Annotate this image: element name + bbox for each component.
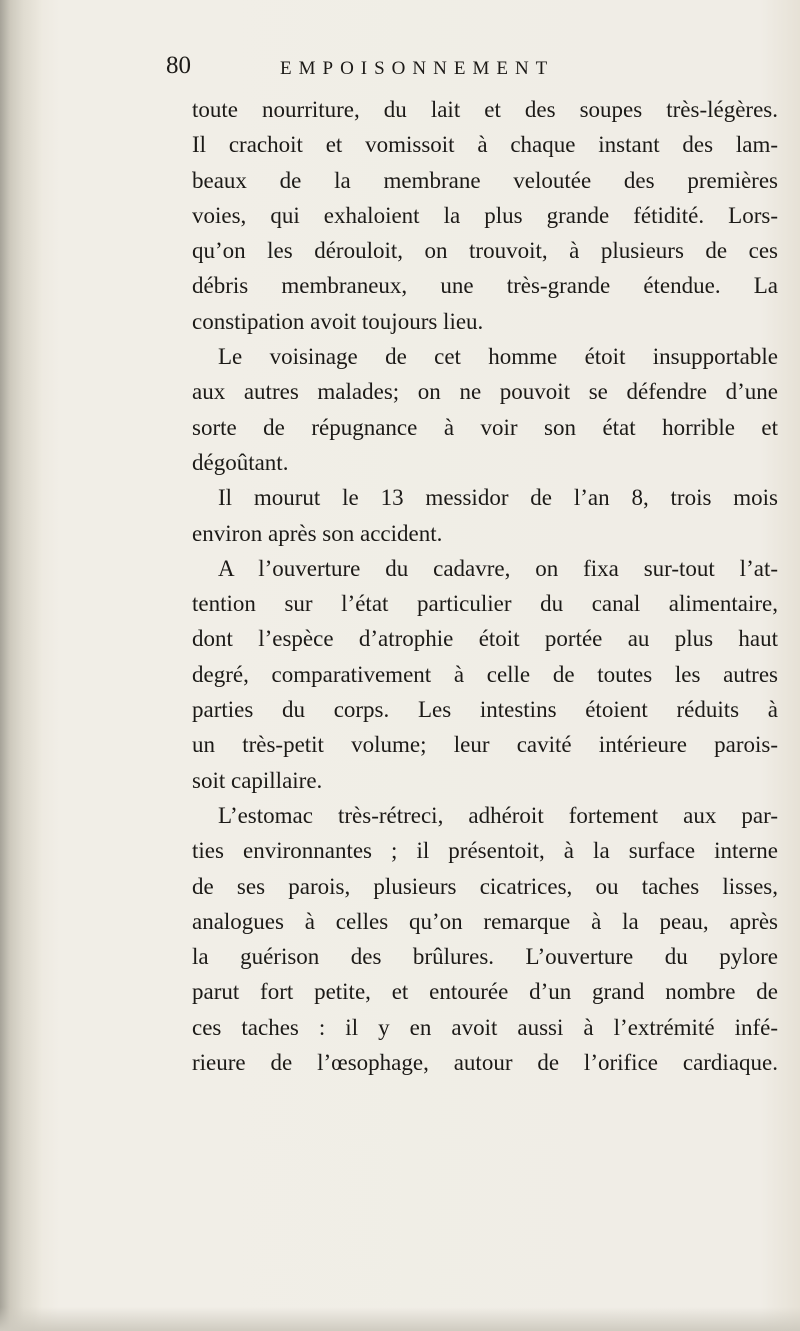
- text-line: qu’on les dérouloit, on trouvoit, à plusieurs de ces: [192, 238, 778, 264]
- text-line: Le voisinage de cet homme étoit insupportable: [218, 344, 778, 370]
- text-line: rieure de l’œsophage, autour de l’orifice cardiaque.: [192, 1050, 778, 1076]
- text-line: L’estomac très-rétreci, adhéroit fortement aux par-: [218, 802, 778, 828]
- page-number: 80: [166, 52, 191, 79]
- page-bottom-edge: [0, 1307, 800, 1331]
- text-line: sorte de répugnance à voir son état horrible et: [192, 414, 778, 440]
- text-line: ces taches : il y en avoit aussi à l’extrémité infé-: [192, 1014, 778, 1040]
- text-line: tention sur l’état particulier du canal alimentaire,: [192, 591, 778, 617]
- text-line: parut fort petite, et entourée d’un grand nombre de: [192, 979, 778, 1005]
- text-line: soit capillaire.: [192, 767, 323, 793]
- text-line: la guérison des brûlures. L’ouverture du pylore: [192, 944, 778, 970]
- text-line: Il mourut le 13 messidor de l’an 8, trois mois: [218, 485, 778, 511]
- text-line: degré, comparativement à celle de toutes les autres: [192, 661, 778, 687]
- text-line: dont l’espèce d’atrophie étoit portée au plus haut: [192, 626, 778, 652]
- text-line: de ses parois, plusieurs cicatrices, ou taches lisses,: [192, 873, 778, 899]
- running-head: [150, 48, 770, 88]
- text-line: parties du corps. Les intestins étoient réduits à: [192, 697, 778, 723]
- text-line: dégoûtant.: [192, 449, 289, 475]
- binding-gutter-shadow: [0, 0, 42, 1331]
- text-line: un très-petit volume; leur cavité intérieure parois-: [192, 732, 778, 758]
- text-line: beaux de la membrane veloutée des premières: [192, 167, 778, 193]
- text-line: analogues à celles qu’on remarque à la peau, après: [192, 908, 778, 934]
- body-text: [192, 92, 778, 1080]
- text-line: environ après son accident.: [192, 520, 443, 546]
- text-line: aux autres malades; on ne pouvoit se défendre d’une: [192, 379, 778, 405]
- text-line: ties environnantes ; il présentoit, à la surface interne: [192, 838, 778, 864]
- text-line: Il crachoit et vomissoit à chaque instant des lam-: [192, 132, 778, 158]
- running-title: EMPOISONNEMENT: [280, 58, 555, 79]
- text-line: constipation avoit toujours lieu.: [192, 308, 484, 334]
- text-line: A l’ouverture du cadavre, on fixa sur-tout l’at-: [218, 555, 778, 581]
- text-line: toute nourriture, du lait et des soupes très-légères.: [192, 97, 778, 122]
- text-line: voies, qui exhaloient la plus grande fétidité. Lors-: [192, 202, 778, 228]
- text-line: débris membraneux, une très-grande étendue. La: [192, 273, 778, 299]
